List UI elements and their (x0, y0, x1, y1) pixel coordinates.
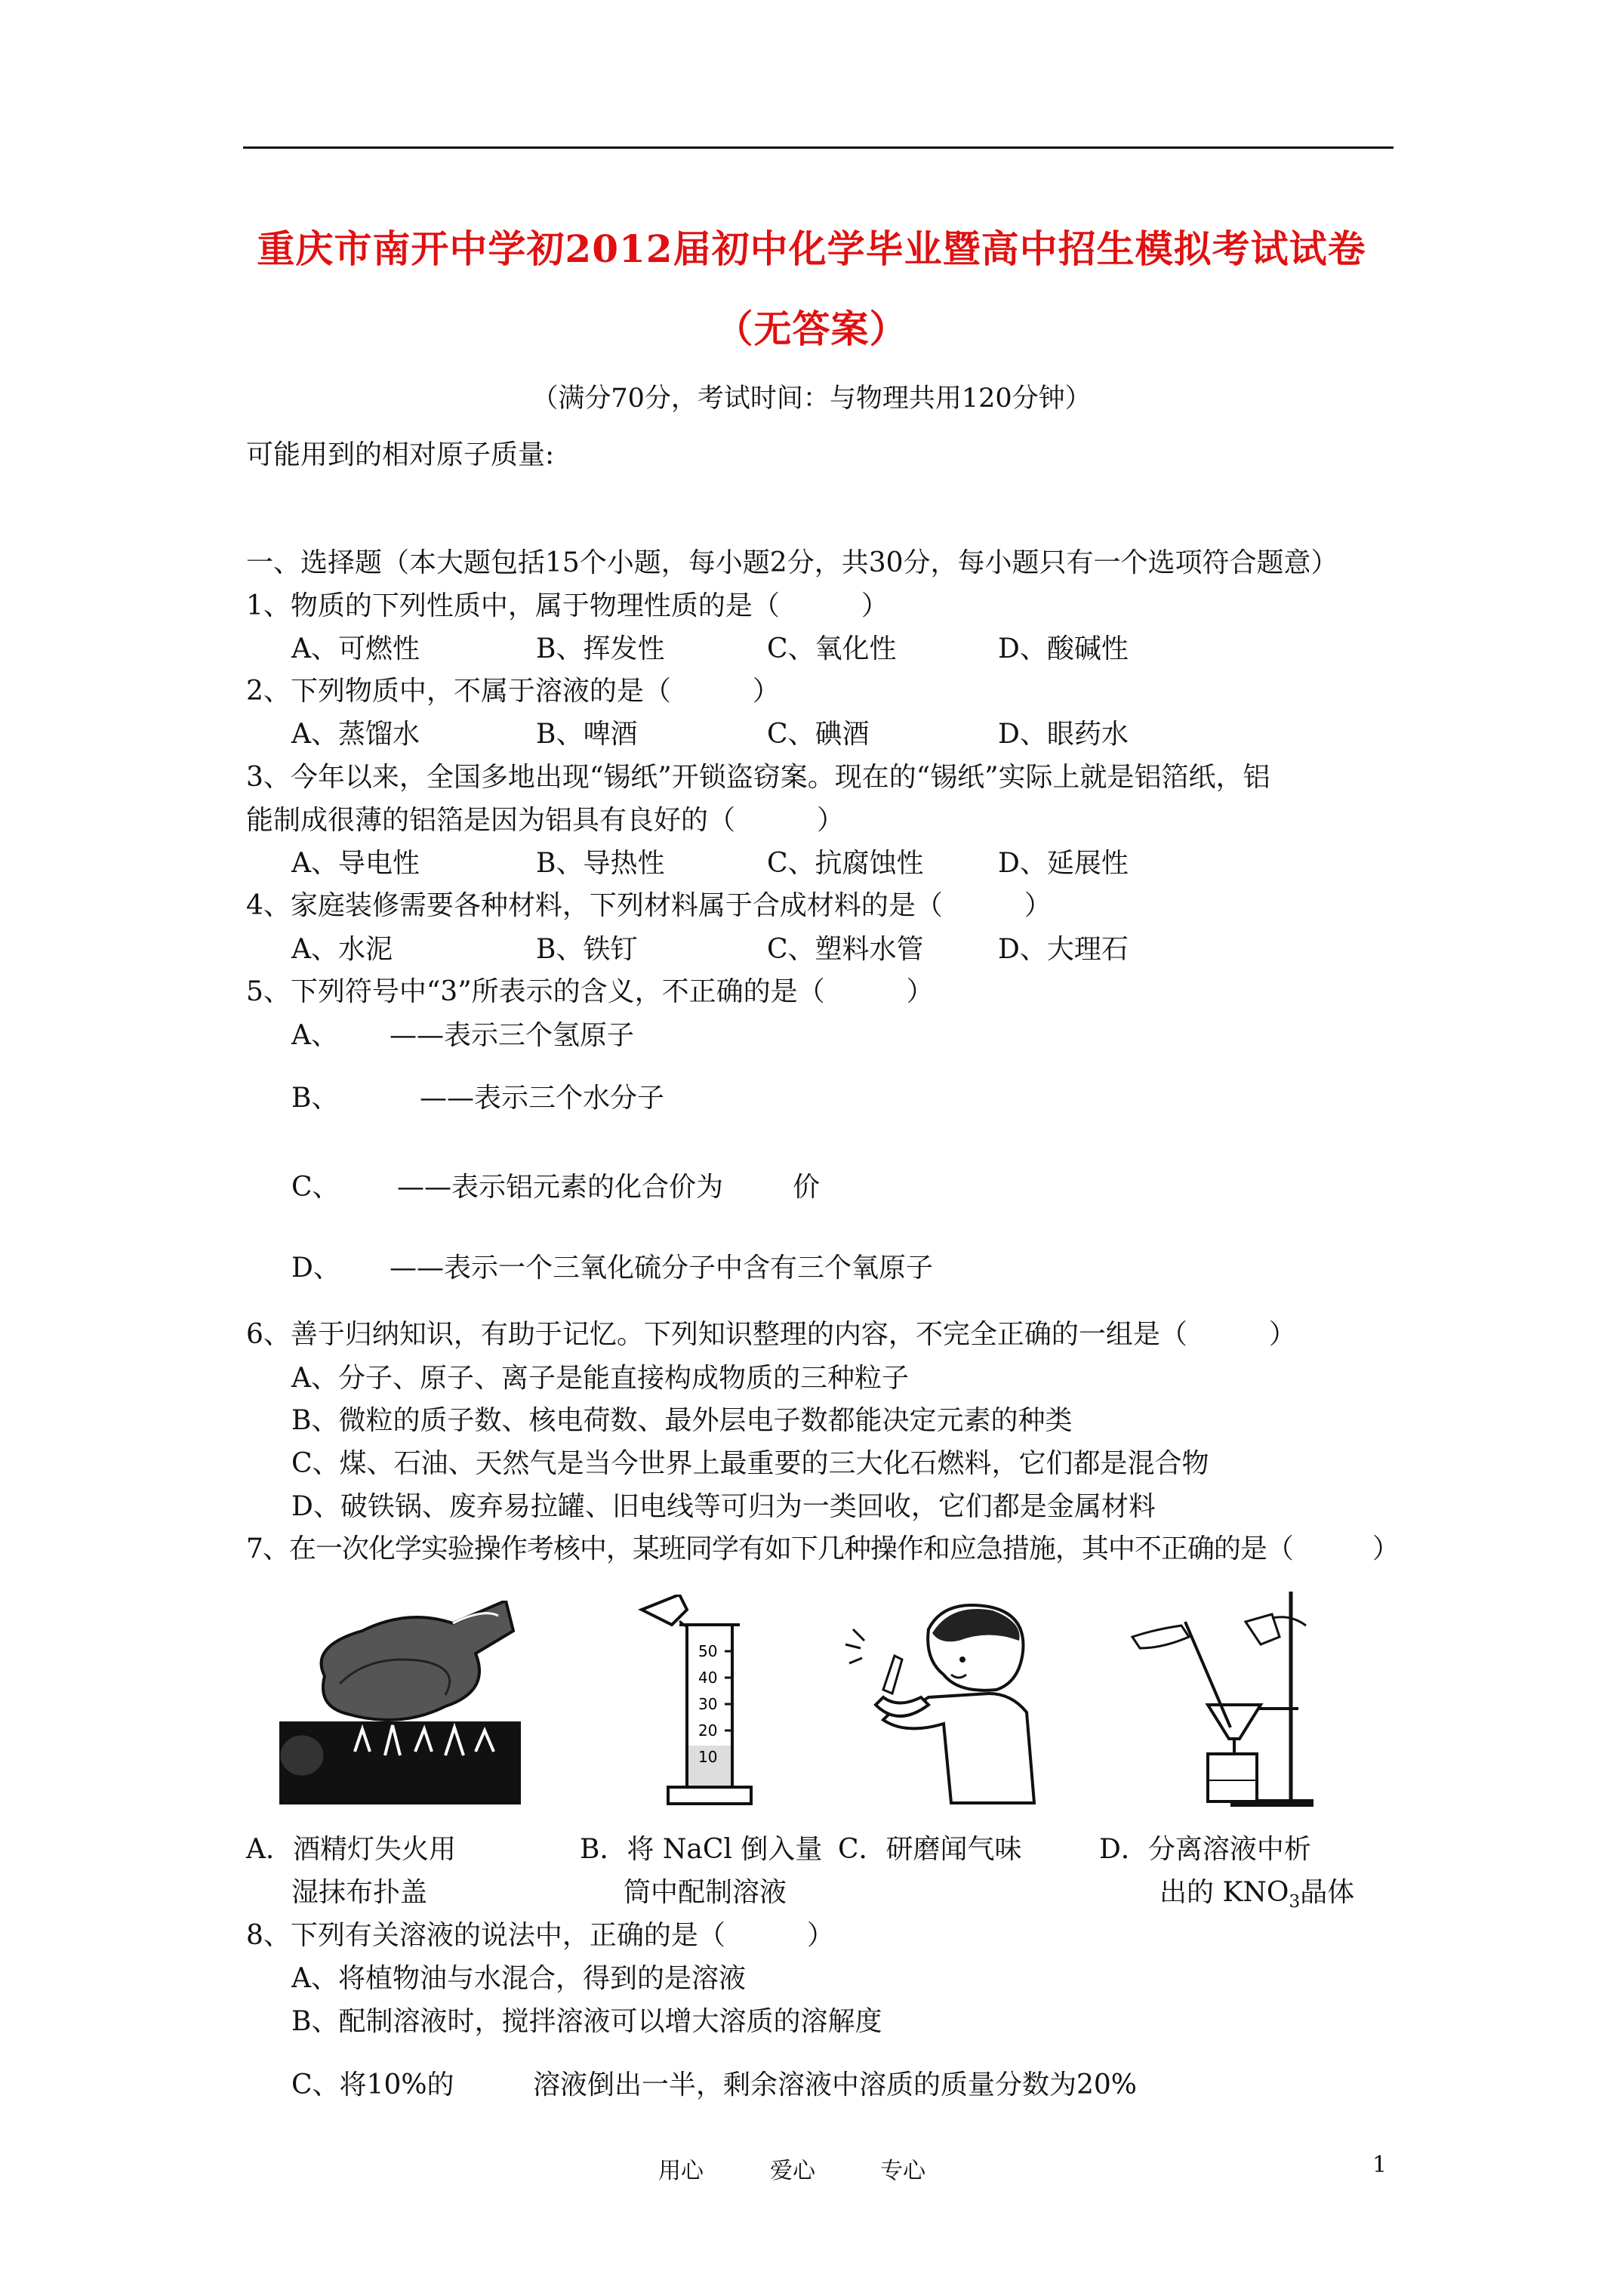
q5-option-d-label: D、 (291, 1253, 340, 1284)
cylinder-tick-10: 10 (698, 1748, 718, 1766)
q7-option-a-line1: A．酒精灯失火用 (246, 1834, 456, 1865)
header-rule (243, 146, 1394, 149)
q2-option-b: B、啤酒 (536, 719, 638, 750)
figure-a-alcohol-lamp-fire (279, 1601, 521, 1804)
q5-option-a-text: ——表示三个氢原子 (390, 1020, 635, 1051)
q2-option-a: A、蒸馏水 (291, 719, 420, 750)
q2-option-d: D、眼药水 (998, 719, 1129, 750)
figure-c-boy-smelling (838, 1599, 1057, 1811)
cylinder-tick-20: 20 (698, 1721, 718, 1740)
q4-option-a: A、水泥 (291, 934, 393, 965)
q3-option-c: C、抗腐蚀性 (767, 848, 924, 879)
q5-option-c-text: ——表示铝元素的化合价为 (397, 1172, 724, 1203)
q4-option-b: B、铁钉 (536, 934, 638, 965)
q8-option-c-post: 溶液倒出一半，剩余溶液中溶质的质量分数为20% (533, 2069, 1138, 2100)
question-4-stem: 4、家庭装修需要各种材料，下列材料属于合成材料的是（ ） (246, 890, 1052, 921)
q7-option-d-line2: 出的 $KNO_3$晶体 (1160, 1877, 1355, 1912)
q6-option-a: A、分子、原子、离子是能直接构成物质的三种粒子 (291, 1363, 909, 1394)
question-6-stem: 6、善于归纳知识，有助于记忆。下列知识整理的内容，不完全正确的一组是（ ） (246, 1319, 1296, 1350)
cylinder-tick-30: 30 (698, 1695, 718, 1713)
document-title: 重庆市南开中学初2012届初中化学毕业暨高中招生模拟考试试卷 (257, 227, 1366, 271)
cylinder-tick-50: 50 (698, 1642, 718, 1660)
figure-b-graduated-cylinder (627, 1595, 755, 1814)
document-subtitle: （无答案） (715, 307, 908, 351)
q7-option-d-line1: D．分离溶液中析 (1099, 1834, 1311, 1865)
q1-option-b: B、挥发性 (536, 633, 665, 664)
q7-option-b-line2: 筒中配制溶液 (624, 1877, 787, 1908)
q7-option-b-line1: B．将 NaCl 倒入量 (580, 1834, 823, 1865)
q3-option-a: A、导电性 (291, 848, 420, 879)
q6-option-d: D、破铁锅、废弃易拉罐、旧电线等可归为一类回收，它们都是金属材料 (291, 1491, 1156, 1522)
atomic-mass-label: 可能用到的相对原子质量: (246, 439, 555, 470)
q3-option-d: D、延展性 (998, 848, 1129, 879)
q5-option-b-label: B、 (291, 1083, 339, 1114)
q6-option-b: B、微粒的质子数、核电荷数、最外层电子数都能决定元素的种类 (291, 1405, 1073, 1436)
q8-option-a: A、将植物油与水混合，得到的是溶液 (291, 1963, 746, 1994)
cylinder-tick-40: 40 (698, 1669, 718, 1687)
q5-option-c-tail: 价 (793, 1172, 821, 1203)
exam-info: （满分70分，考试时间：与物理共用120分钟） (531, 384, 1092, 414)
q7-option-a-line2: 湿抹布扑盖 (291, 1877, 428, 1908)
q2-option-c: C、碘酒 (767, 719, 870, 750)
q4-option-c: C、塑料水管 (767, 934, 924, 965)
q6-option-c: C、煤、石油、天然气是当今世界上最重要的三大化石燃料，它们都是混合物 (291, 1448, 1209, 1479)
q7-option-c-line1: C．研磨闻气味 (838, 1834, 1022, 1865)
question-7-stem: 7、在一次化学实验操作考核中，某班同学有如下几种操作和应急措施，其中不正确的是（ ） (246, 1533, 1399, 1564)
footer-motto-3: 专心 (880, 2158, 925, 2184)
section-heading: 一、选择题（本大题包括15个小题，每小题2分，共30分，每小题只有一个选项符合题意） (246, 547, 1338, 578)
page-number: 1 (1372, 2152, 1387, 2178)
q3-option-b: B、导热性 (536, 848, 665, 879)
question-5-stem: 5、下列符号中“3”所表示的含义，不正确的是（ ） (246, 976, 934, 1007)
q1-option-c: C、氧化性 (767, 633, 897, 664)
q8-option-c-pre: C、将10%的 (291, 2069, 454, 2100)
figure-d-filtration-setup (1117, 1592, 1344, 1811)
question-2-stem: 2、下列物质中，不属于溶液的是（ ） (246, 676, 780, 707)
q5-option-b-text: ——表示三个水分子 (420, 1083, 665, 1114)
question-3-stem-line2: 能制成很薄的铝箔是因为铝具有良好的（ ） (246, 805, 845, 836)
q1-option-d: D、酸碱性 (998, 633, 1129, 664)
question-3-stem-line1: 3、今年以来，全国多地出现“锡纸”开锁盗窃案。现在的“锡纸”实际上就是铝箔纸，铝 (246, 762, 1270, 793)
q8-option-b: B、配制溶液时，搅拌溶液可以增大溶质的溶解度 (291, 2006, 882, 2037)
q5-option-d-text: ——表示一个三氧化硫分子中含有三个氧原子 (390, 1253, 934, 1284)
q4-option-d: D、大理石 (998, 934, 1129, 965)
question-1-stem: 1、物质的下列性质中，属于物理性质的是（ ） (246, 590, 888, 621)
footer-motto-1: 用心 (658, 2158, 704, 2184)
q5-option-c-label: C、 (291, 1172, 340, 1203)
footer-motto-2: 爱心 (770, 2158, 815, 2184)
q5-option-a-label: A、 (291, 1020, 338, 1051)
q1-option-a: A、可燃性 (291, 633, 420, 664)
question-8-stem: 8、下列有关溶液的说法中，正确的是（ ） (246, 1920, 834, 1951)
